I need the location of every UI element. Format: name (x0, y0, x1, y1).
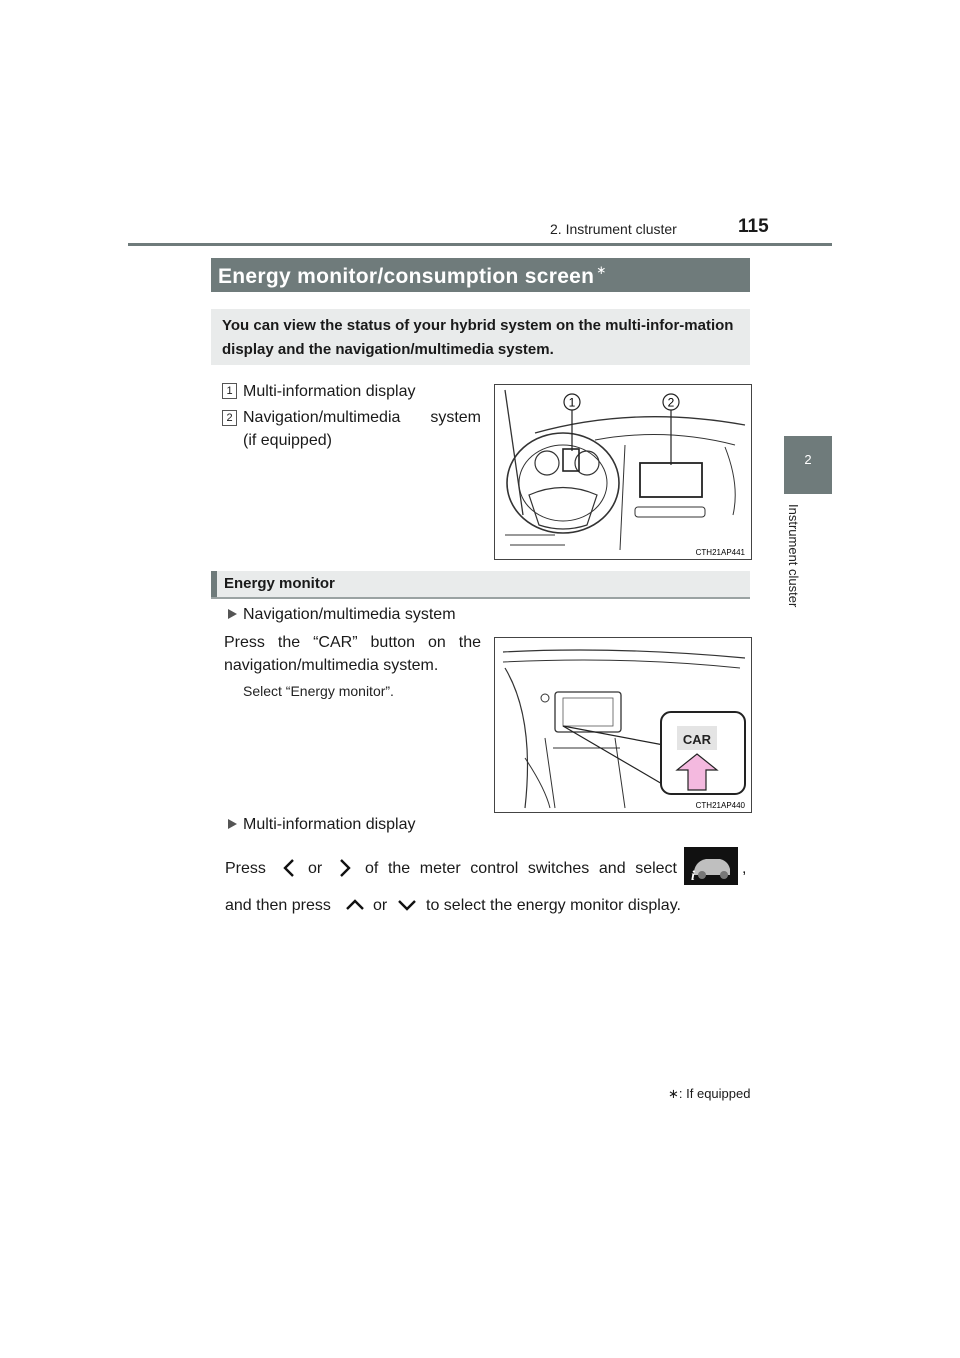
footnote: ∗: If equipped (668, 1086, 751, 1101)
and-then-text: and then press (225, 897, 331, 914)
item-label-2-cont: (if equipped) (243, 432, 332, 449)
or-text: or (308, 860, 323, 877)
to-select-text: to select the energy monitor display. (426, 897, 681, 914)
car-info-icon (684, 847, 738, 885)
intro-text: You can view the status of your hybrid system on the multi-infor-mation display and the navigation/multimedia system. (222, 317, 734, 358)
bullet-triangle-icon (228, 819, 237, 829)
page-number: 115 (738, 216, 769, 237)
header-rule (128, 243, 832, 246)
chapter-tab-label: Instrument cluster (786, 504, 801, 608)
nav-note: Select “Energy monitor”. (243, 683, 394, 699)
dashboard-illustration (494, 384, 752, 560)
dashboard-drawing (495, 385, 751, 559)
nav-instruction-line2: navigation/multimedia system. (224, 657, 439, 674)
chevron-right-icon (333, 857, 355, 879)
chapter-tab-number: 2 (804, 452, 812, 467)
callout-1: 1 (568, 395, 576, 410)
car-button-label: CAR (682, 732, 712, 747)
subsection-title: Energy monitor (224, 575, 335, 592)
svg-text:i: i (691, 869, 695, 884)
section-header: 2. Instrument cluster (550, 221, 677, 237)
item-label-1: Multi-information display (243, 383, 416, 400)
nav-heading: Navigation/multimedia system (243, 606, 456, 623)
item-label-2: Navigation/multimedia system (243, 409, 481, 426)
callout-2: 2 (667, 395, 675, 410)
item-number-1: 1 (222, 383, 237, 399)
chevron-down-icon (396, 894, 418, 916)
of-meter-text: of the meter control switches and select (365, 860, 677, 877)
comma-text: , (742, 860, 747, 877)
figure-code: CTH21AP441 (695, 548, 745, 557)
press-text: Press (225, 860, 266, 877)
item-number-2: 2 (222, 410, 237, 426)
page-title: Energy monitor/consumption screen ∗ (218, 263, 607, 288)
or-text: or (373, 897, 388, 914)
car-button-illustration (494, 637, 752, 813)
chevron-up-icon (344, 894, 366, 916)
nav-instruction-line1: Press the “CAR” button on the (224, 634, 481, 651)
subsection-accent (211, 571, 217, 597)
car-button-drawing (495, 638, 751, 812)
bullet-triangle-icon (228, 609, 237, 619)
mid-heading: Multi-information display (243, 816, 416, 833)
figure-code: CTH21AP440 (695, 801, 745, 810)
title-footnote-mark: ∗ (596, 263, 607, 277)
chevron-left-icon (279, 857, 301, 879)
